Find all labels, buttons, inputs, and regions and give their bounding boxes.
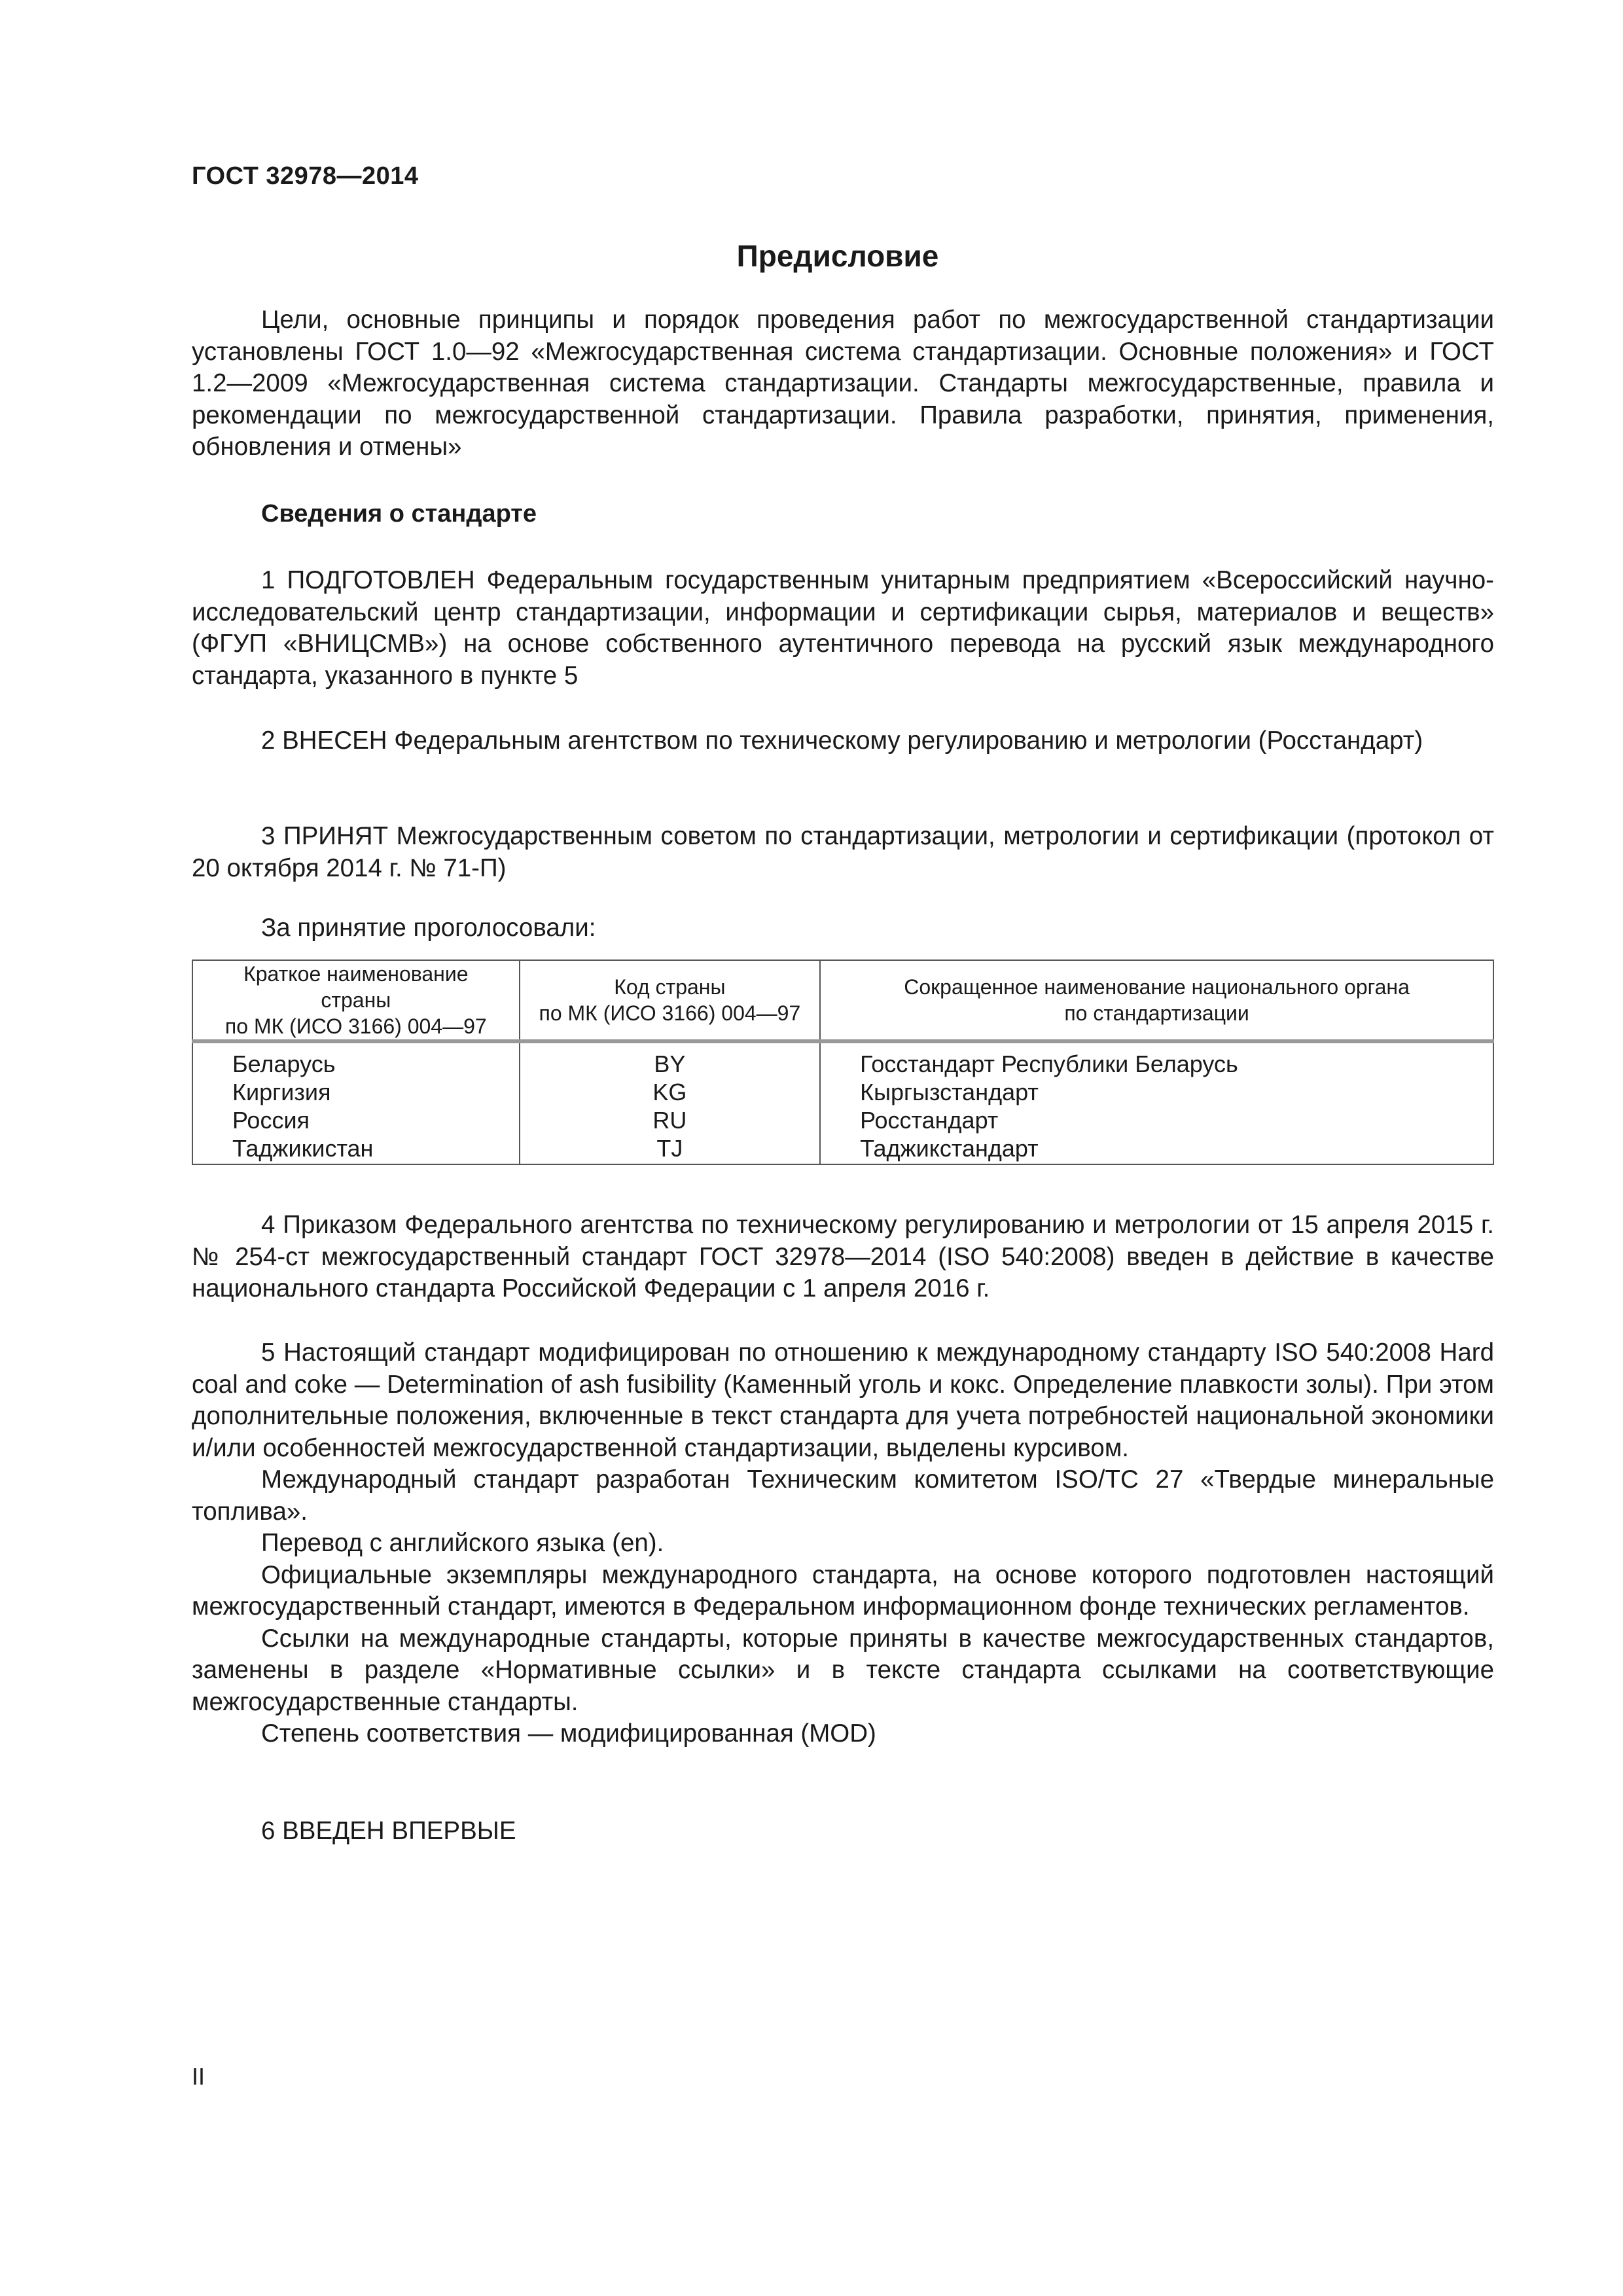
- national-body: Таджикстандарт: [820, 1134, 1493, 1164]
- paragraph-prepared: 1 ПОДГОТОВЛЕН Федеральным государственным унитарным предприятием «Всероссийский научно-исследовательский центр стандартизации, информации и сертификации сырья, материалов и веществ» (ФГУП «ВНИЦСМВ») на основе собственного аутентичного перевода на русский язык международного стандарта, указанного в пункте 5: [192, 566, 1494, 690]
- paragraph-committee: Международный стандарт разработан Техническим комитетом ISO/TC 27 «Твердые минеральные топлива».: [192, 1465, 1494, 1526]
- country-code: TJ: [520, 1134, 820, 1164]
- section-heading: Сведения о стандарте: [261, 500, 537, 528]
- country-name: Россия: [192, 1106, 520, 1134]
- table-row: [192, 1041, 1493, 1078]
- country-name: Киргизия: [192, 1078, 520, 1106]
- item-4: [192, 1210, 1494, 1305]
- paragraph-conformity: Степень соответствия — модифицированная (MOD): [261, 1719, 876, 1748]
- item-2: [192, 725, 1494, 757]
- paragraph-references: Ссылки на международные стандарты, которые приняты в качестве межгосударственных стандартов, заменены в разделе «Нормативные ссылки» и в тексте стандарта ссылками на соответствующие межгосударственные стандарты.: [192, 1624, 1494, 1716]
- table-header-row: [192, 960, 1493, 1041]
- national-body: Росстандарт: [820, 1106, 1493, 1134]
- national-body: Кыргызстандарт: [820, 1078, 1493, 1106]
- item-5: [192, 1337, 1494, 1750]
- vote-label: За принятие проголосовали:: [261, 914, 596, 942]
- page-title: Предисловие: [736, 239, 939, 273]
- paragraph-modified: 5 Настоящий стандарт модифицирован по отношению к международному стандарту ISO 540:2008 Hard coal and coke — Determination of ash fusibility (Каменный уголь и кокс. Определение плавкости золы). При этом дополнительные положения, включенные в текст стандарта для учета потребностей национальной экономики и/или особенностей межгосударственной стандартизации, выделены курсивом.: [192, 1338, 1494, 1462]
- item-1: [192, 565, 1494, 692]
- header-country-code: Код страны по МК (ИСО 3166) 004—97: [520, 960, 820, 1041]
- item-6: [192, 1816, 1494, 1848]
- paragraph-official-copies: Официальные экземпляры международного стандарта, на основе которого подготовлен настоящий межгосударственный стандарт, имеются в Федеральном информационном фонде технических регламентов.: [192, 1560, 1494, 1621]
- paragraph-submitted: 2 ВНЕСЕН Федеральным агентством по техническому регулированию и метрологии (Росстандарт): [261, 726, 1423, 755]
- paragraph-adopted: 3 ПРИНЯТ Межгосударственным советом по стандартизации, метрологии и сертификации (протокол от 20 октября 2014 г. № 71-П): [192, 822, 1494, 882]
- paragraph-translation: Перевод с английского языка (en).: [261, 1529, 664, 1557]
- country-code: KG: [520, 1078, 820, 1106]
- page-number: II: [192, 2063, 205, 2090]
- table-row: [192, 1078, 1493, 1106]
- header-country-name: Краткое наименование страны по МК (ИСО 3166) 004—97: [192, 960, 520, 1041]
- country-name: Таджикистан: [192, 1134, 520, 1164]
- document-code: ГОСТ 32978—2014: [192, 162, 419, 190]
- country-code: RU: [520, 1106, 820, 1134]
- national-body: Госстандарт Республики Беларусь: [820, 1041, 1493, 1078]
- country-code: BY: [520, 1041, 820, 1078]
- paragraph-introduced: 6 ВВЕДЕН ВПЕРВЫЕ: [261, 1817, 516, 1845]
- paragraph-enacted: 4 Приказом Федерального агентства по техническому регулированию и метрологии от 15 апреля 2015 г. № 254-ст межгосударственный стандарт ГОСТ 32978—2014 (ISO 540:2008) введен в действие в качестве национального стандарта Российской Федерации с 1 апреля 2016 г.: [192, 1211, 1494, 1302]
- header-national-body: Сокращенное наименование национального органа по стандартизации: [820, 960, 1493, 1041]
- table-row: [192, 1134, 1493, 1164]
- voting-countries-table: [192, 960, 1494, 1165]
- table-row: [192, 1106, 1493, 1134]
- intro-block: [192, 304, 1494, 463]
- item-3: [192, 821, 1494, 884]
- country-name: Беларусь: [192, 1041, 520, 1078]
- intro-paragraph: Цели, основные принципы и порядок проведения работ по межгосударственной стандартизации установлены ГОСТ 1.0—92 «Межгосударственная система стандартизации. Основные положения» и ГОСТ 1.2—2009 «Межгосударственная система стандартизации. Стандарты межгосударственные, правила и рекомендации по межгосударственной стандартизации. Правила разработки, принятия, применения, обновления и отмены»: [192, 306, 1494, 461]
